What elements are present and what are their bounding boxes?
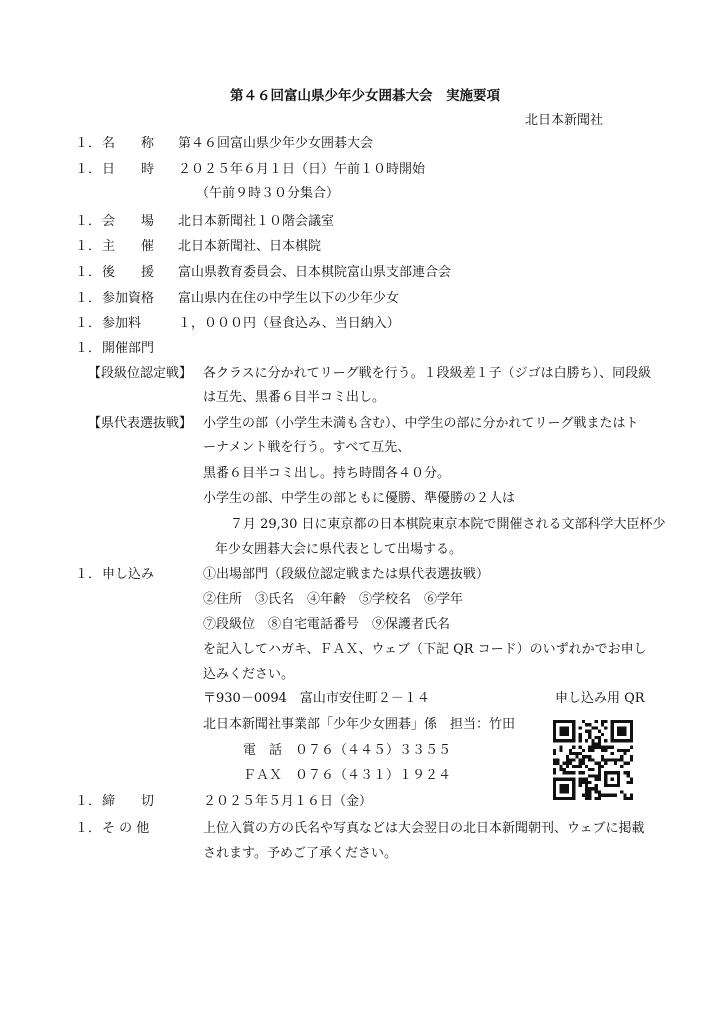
division-pref-line: ーナメント戦を行う。すべて互先、 [203,440,411,455]
division-pref-label: 【県代表選抜戦】 [88,416,193,431]
page-title: 第４６回富山県少年少女囲碁大会 実施要項 [230,88,500,104]
item-apply-label: 申し込み [102,567,155,582]
apply-line: を記入してハガキ、ＦＡＸ、ウェブ（下記 QR コード）のいずれかでお申し [203,642,647,657]
division-dan-line: は互先、黒番６目半コミ出し。 [203,390,386,405]
division-pref-line: ７月 29,30 日に東京都の日本棋院東京本院で開催される文部科学大臣杯少 [230,517,666,532]
item-host-label: 主 催 [102,239,155,254]
item-deadline-value: ２０２５年５月１６日（金） [203,794,373,809]
division-dan-line: 各クラスに分かれてリーグ戦を行う。１段級差１子（ジゴは白勝ち）、同段級 [203,366,652,381]
apply-fax: ＦＡＸ ０７６（４３１）１９２４ [243,768,452,783]
division-dan-label: 【段級位認定戦】 [88,366,193,381]
qr-label: 申し込み用 QR [555,691,645,706]
division-pref-line: 黒番６目半コミ出し。持ち時間各４０分。 [203,466,451,481]
item-venue-value: 北日本新聞社１０階会議室 [178,214,335,229]
item-venue-bullet: １． [75,214,102,229]
item-other-label: そ の 他 [102,821,150,836]
item-divisions-bullet: １． [75,341,102,356]
apply-tel: 電 話 ０７６（４４５）３３５５ [243,743,452,758]
apply-line: 込みください。 [203,667,295,682]
apply-line: ⑦段級位 ⑧自宅電話番号 ⑨保護者氏名 [203,617,451,632]
item-eligibility-label: 参加資格 [102,291,155,306]
item-date-note: （午前９時３０分集合） [196,186,340,201]
item-deadline-label: 締 切 [102,794,155,809]
apply-line: ①出場部門（段級位認定戦または県代表選抜戦） [203,567,490,582]
item-host-value: 北日本新聞社、日本棋院 [178,239,322,254]
apply-line: ②住所 ③氏名 ④年齢 ⑤学校名 ⑥学年 [203,592,464,607]
division-pref-line: 年少女囲碁大会に県代表として出場する。 [215,542,463,557]
item-eligibility-bullet: １． [75,291,102,306]
qr-code-image[interactable] [553,720,633,800]
item-name-label: 名 称 [102,136,155,151]
item-date-label: 日 時 [102,162,155,177]
item-name-value: 第４６回富山県少年少女囲碁大会 [178,136,374,151]
item-support-bullet: １． [75,265,102,280]
item-host-bullet: １． [75,239,102,254]
item-divisions-label: 開催部門 [102,341,155,356]
item-fee-label: 参加料 [102,316,142,331]
publisher-name: 北日本新聞社 [525,113,604,128]
item-other-bullet: １． [75,821,102,836]
other-line: されます。予めご了承ください。 [203,846,397,861]
division-pref-line: 小学生の部（小学生未満も含む）、中学生の部に分かれてリーグ戦またはト [203,416,639,431]
item-fee-value: １，０００円（昼食込み、当日納入） [178,316,400,331]
item-fee-bullet: １． [75,316,102,331]
item-date-value: ２０２５年６月１日（日）午前１０時開始 [178,162,426,177]
other-line: 上位入賞の方の氏名や写真などは大会翌日の北日本新聞朝刊、ウェブに掲載 [203,821,645,836]
apply-address: 〒930－0094 富山市安住町２－１４ [203,691,430,706]
item-eligibility-value: 富山県内在住の中学生以下の少年少女 [178,291,400,306]
apply-dept: 北日本新聞社事業部「少年少女囲碁」係 担当：竹田 [203,717,516,732]
item-name-bullet: １． [75,136,102,151]
item-date-bullet: １． [75,162,102,177]
item-apply-bullet: １． [75,567,102,582]
item-support-label: 後 援 [102,265,155,280]
item-venue-label: 会 場 [102,214,155,229]
item-deadline-bullet: １． [75,794,102,809]
division-pref-line: 小学生の部、中学生の部ともに優勝、準優勝の２人は [203,491,516,506]
item-support-value: 富山県教育委員会、日本棋院富山県支部連合会 [178,265,452,280]
